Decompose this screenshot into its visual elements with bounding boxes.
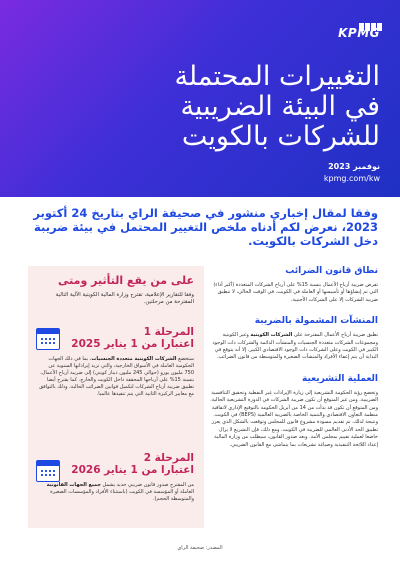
timeline-description: وفقا للتقارير الإعلامية، تقترح وزارة المالية الكويتية الآلية التالية المقترحة من مرحلتين. bbox=[55, 292, 194, 305]
phase-text: ستخضع الشركات الكويتية متعددة الجنسيات، بما في ذلك الجهات الحكومية العاملة في الأسواق الخارجية، والتي تزيد إيراداتها السنوية عن 750 مليون يورو (حوالي 245 مليون دينار كويتي) إلى ضريبة أرباح الأعمال، بنسبة 15% على أرباحها المحققة داخل الكويت والخارج. كما يقترح أيضا تطبيق ضريبة أرباح الشركات لتكميل قوانين الضرائب الحالية، وذلك بالتوافق مع معايير الركيزة الثانية التي يتم تنفيذها عالميا. bbox=[39, 356, 194, 397]
section-title: نطاق قانون الضرائب bbox=[285, 266, 378, 276]
phase-label: المرحلة 2 bbox=[143, 452, 194, 464]
section-body: تطبق ضريبة أرباح الأعمال المقترحة على الشركات الكويتية وغير الكويتية ومجموعات الشركات متعددة الجنسيات والمنشآت الدائمة والشركات ذات الوجود الكبير في الكويت وعلى الشركات ذات الوجود الاقتصادي الكبير. إلا أنه يتوقع في البداية أن يتم إعفاء الأفراد والمنشآت الصغيرة والمتوسطة من قانون الضرائب. bbox=[212, 332, 378, 361]
timeline-panel bbox=[28, 266, 204, 528]
section-taxable-entities bbox=[210, 316, 378, 362]
section-body: تفرض ضريبة أرباح الأعمال بنسبة 15% على أرباح الشركات المتعددة (أكبر أداء) التي تم إنشاؤها أو تأسيسها أو العاملة في الكويت. في الوقت الحالي، لا تنطبق ضريبة الشركات إلا على الشركات الأجنبية. bbox=[213, 282, 378, 303]
intro-text: وفقا لمقال إخباري منشور في صحيفة الراي بتاريخ 24 أكتوبر 2023، نعرض لكم أدناه ملخص التغيير المحتمل في بيئة ضريبة دخل الشركات بالكويت. bbox=[33, 206, 378, 248]
phase-label: المرحلة 1 bbox=[143, 326, 194, 338]
phase-date: اعتبارا من 1 يناير 2025 bbox=[71, 338, 194, 350]
kpmg-logo-mark bbox=[358, 16, 382, 24]
section-title: العملية التشريعية bbox=[301, 373, 378, 384]
hero-title-line2: في البيئة الضريبية bbox=[180, 91, 380, 122]
hero-title-line3: للشركات بالكويت bbox=[181, 121, 380, 152]
timeline-title: على من يقع التأثير ومتى bbox=[58, 274, 194, 287]
hero-title bbox=[100, 62, 380, 152]
kpmg-logo: KPMG bbox=[338, 26, 380, 40]
publication-date: نوفمبر 2023 bbox=[328, 162, 380, 171]
phase-1 bbox=[38, 326, 194, 398]
phase-2 bbox=[38, 452, 194, 503]
section-tax-scope bbox=[210, 266, 378, 304]
hero-title-line1: التغييرات المحتملة bbox=[174, 61, 380, 92]
main-column bbox=[210, 266, 378, 461]
section-body: وتخضع رؤية الحكومة التشريعية إلى زيارة الإيرادات غير النفطية وتحقيق التنافسية الضريبية. ومن غير المتوقع أن تكون ضريبة الشركات في الدورة التشريعية الحالية. ومن المتوقع أن تكون قد بدأت من 14 من أبريل الحكومة بالتوقيع الإداري لاتفاقية منظمة التعاون الاقتصادي والتنمية الخاصة بالضريبة العالمية (BEPS) في الكويت. ونتيجة لذلك، تم تقديم مسودة مشروع قانون للمجلس وتوقعت بالشكل الذي يعزز تطبيق الحد الأدنى العالمي للضريبة في الكويت. ومع ذلك، فإن التشريع لا يزال خاضعا لعملية تقييم بمجلس الأمة. وبعد صدور القانون، سيطلب من وزارة المالية إعداد اللائحة التنفيذية وصياغة تشريعات بما يتماشى مع القانون الضريبي. bbox=[210, 389, 378, 448]
phase-text: من المقترح صدور قانون ضريبي جديد يشمل جميع الجهات القانونية العاملة أو المؤسسة في الكويت (باستثناء الأفراد والمؤسسات الصغيرة والمتوسطة الحجم). bbox=[46, 482, 194, 502]
source-note: المصدر: صحيفة الراي bbox=[177, 545, 223, 551]
phase-date: اعتبارا من 1 يناير 2026 bbox=[71, 464, 194, 476]
hero-banner bbox=[0, 0, 400, 197]
section-legislative-process bbox=[210, 374, 378, 449]
website-link[interactable]: kpmg.com/kw bbox=[323, 174, 380, 183]
section-title: المنشآت المشمولة بالضريبة bbox=[254, 316, 378, 327]
